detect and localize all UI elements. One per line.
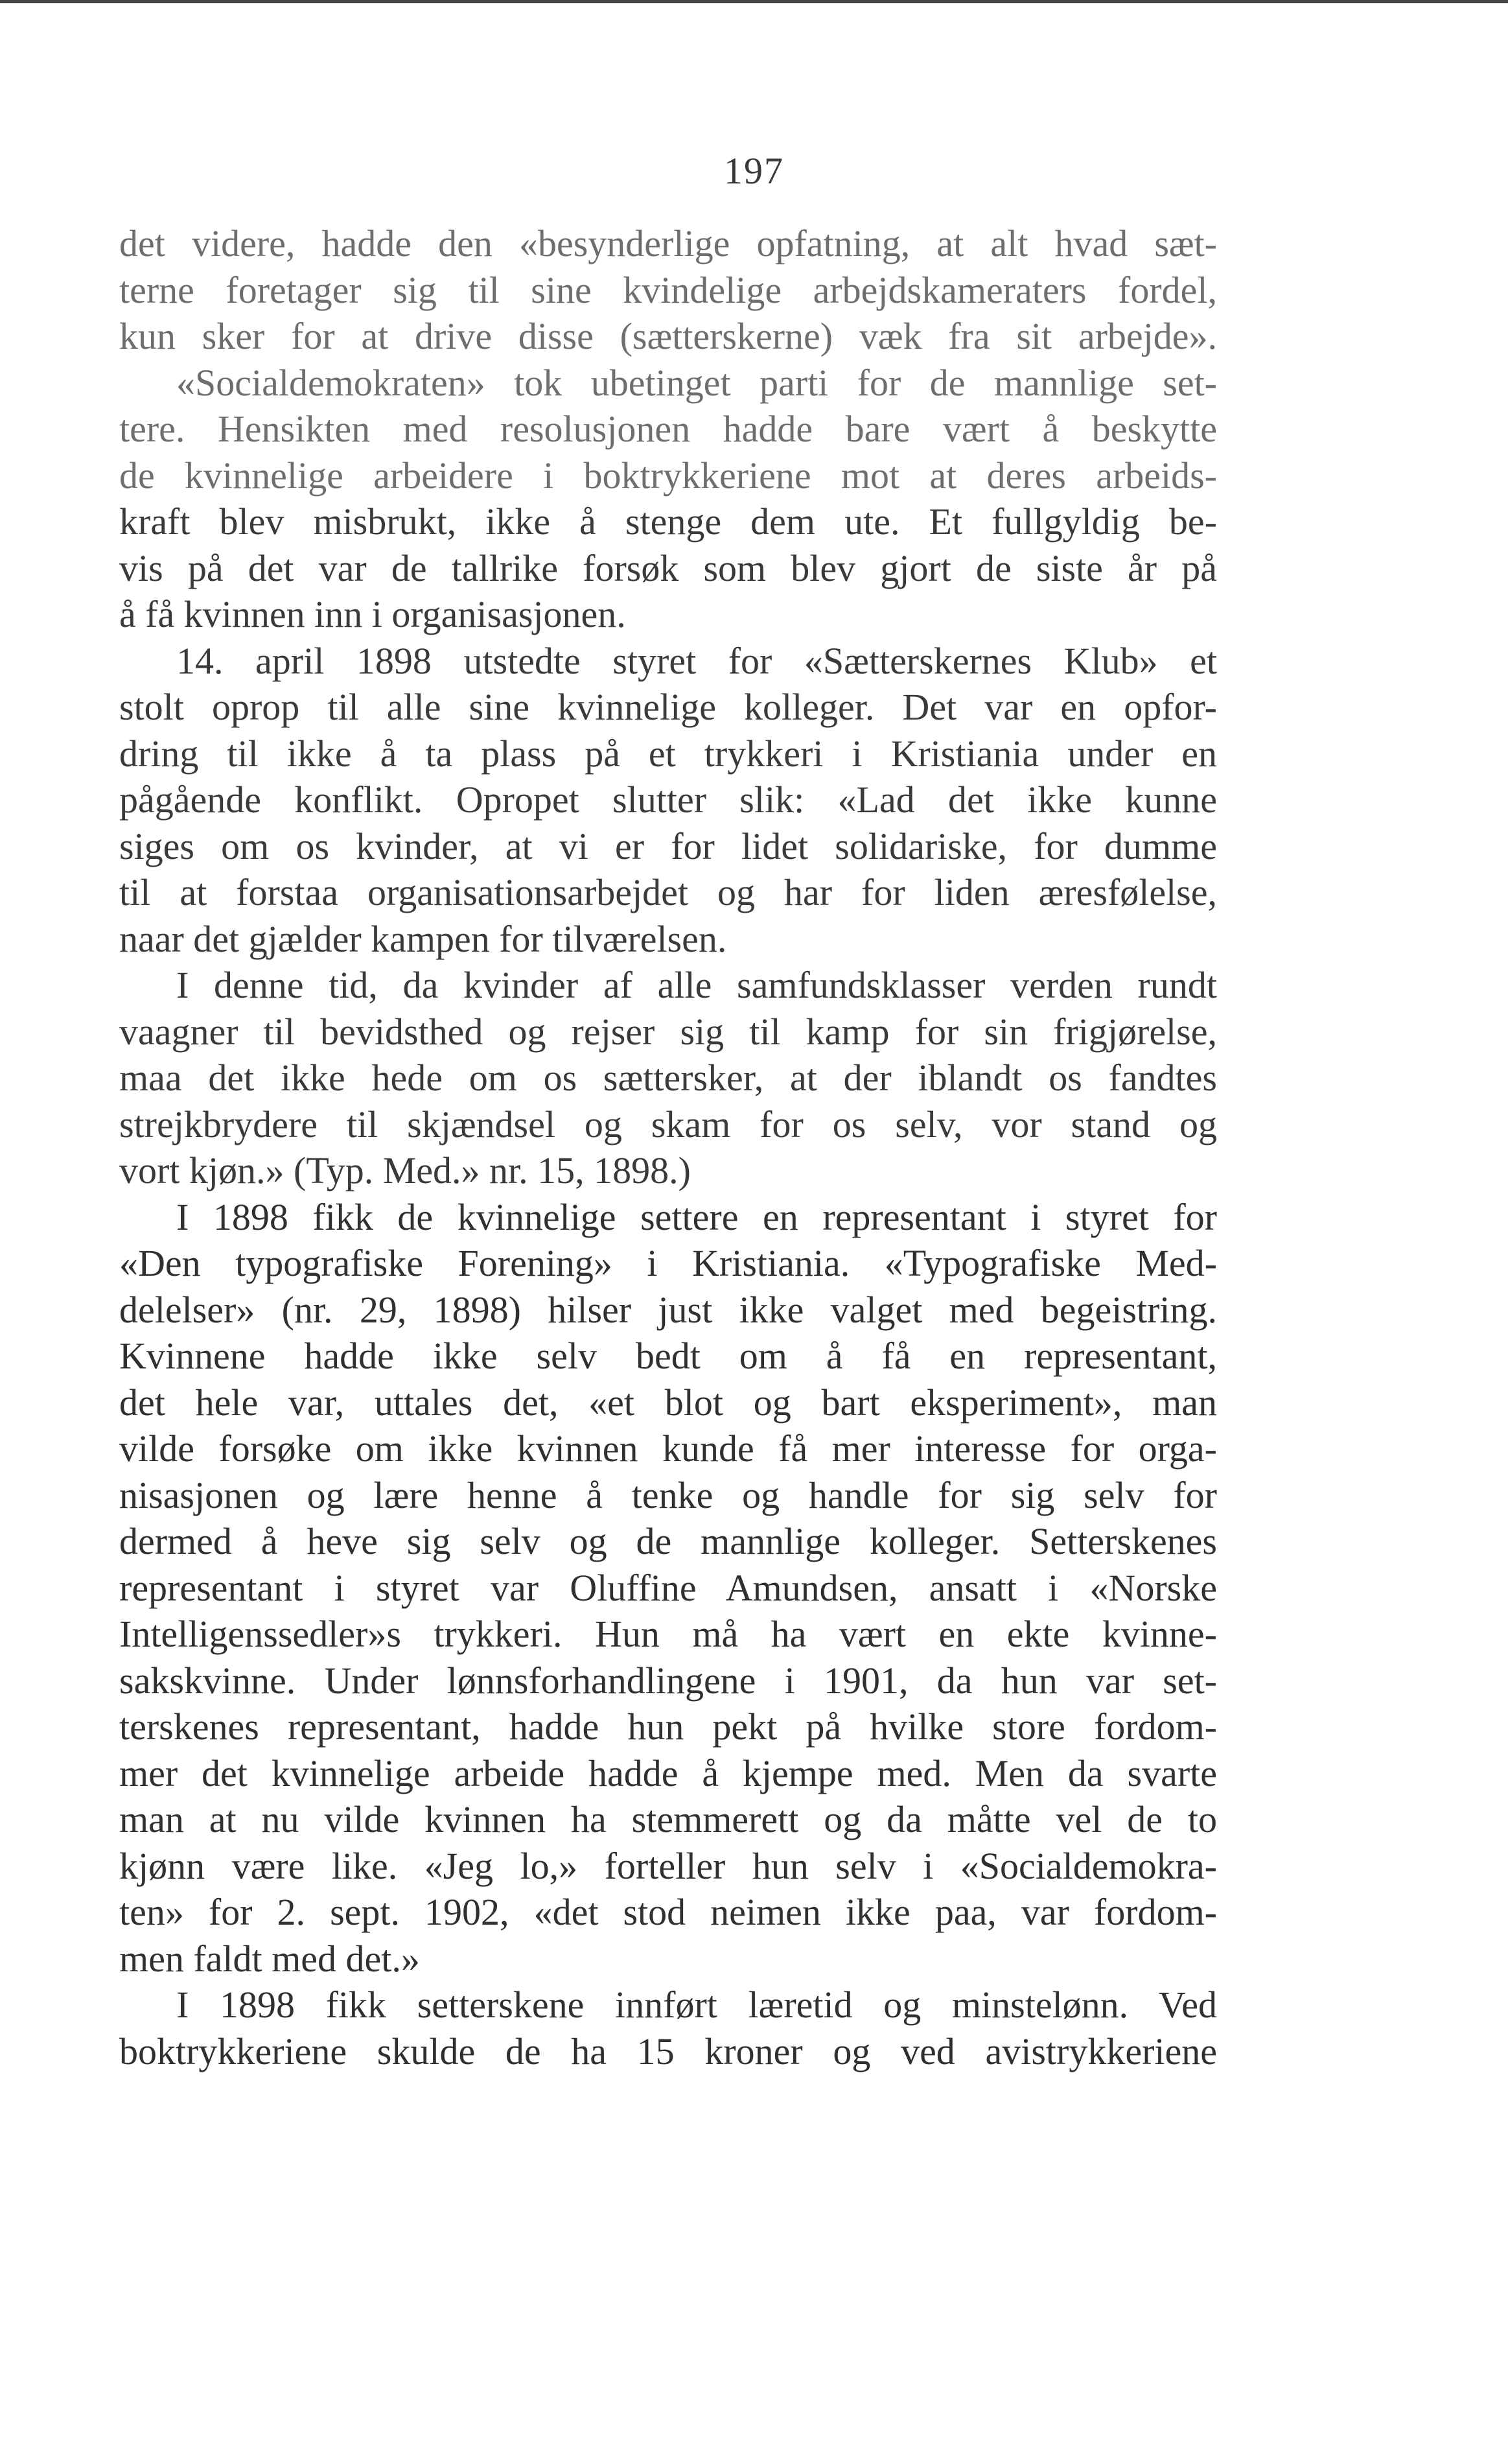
text-line: siges om os kvinder, at vi er for lidet solidariske, for dumme	[119, 825, 1217, 867]
text-line: tere. Hensikten med resolusjonen hadde bare vært å beskytte	[119, 408, 1217, 450]
text-line: kjønn være like. «Jeg lo,» forteller hun selv i «Socialdemokra-	[119, 1844, 1217, 1887]
text-line: representant i styret var Oluffine Amundsen, ansatt i «Norske	[119, 1566, 1217, 1609]
text-line: «Den typografiske Forening» i Kristiania. «Typografiske Med-	[119, 1242, 1217, 1284]
text-line: det videre, hadde den «besynderlige opfatning, at alt hvad sæt-	[119, 222, 1217, 264]
text-line: vaagner til bevidsthed og rejser sig til kamp for sin frigjørelse,	[119, 1010, 1217, 1053]
top-border-line	[0, 0, 1508, 3]
text-line: vort kjøn.» (Typ. Med.» nr. 15, 1898.)	[119, 1149, 691, 1191]
text-line: mer det kvinnelige arbeide hadde å kjempe med. Men da svarte	[119, 1752, 1217, 1794]
text-line: man at nu vilde kvinnen ha stemmerett og da måtte vel de to	[119, 1798, 1217, 1840]
text-line: dring til ikke å ta plass på et trykkeri i Kristiania under en	[119, 732, 1217, 775]
text-line: Kvinnene hadde ikke selv bedt om å få en representant,	[119, 1335, 1217, 1377]
text-line: de kvinnelige arbeidere i boktrykkeriene mot at deres arbeids-	[119, 454, 1217, 497]
text-line: I denne tid, da kvinder af alle samfundsklasser verden rundt	[176, 964, 1217, 1006]
text-line: maa det ikke hede om os sættersker, at der iblandt os fandtes	[119, 1057, 1217, 1099]
text-line: til at forstaa organisationsarbejdet og har for liden æresfølelse,	[119, 871, 1217, 913]
text-line: «Socialdemokraten» tok ubetinget parti for de mannlige set-	[176, 361, 1217, 404]
text-line: vis på det var de tallrike forsøk som blev gjort de siste år på	[119, 546, 1217, 589]
text-line: naar det gjælder kampen for tilværelsen.	[119, 917, 727, 960]
text-line: vilde forsøke om ikke kvinnen kunde få mer interesse for orga-	[119, 1427, 1217, 1470]
text-line: I 1898 fikk de kvinnelige settere en representant i styret for	[176, 1195, 1217, 1238]
text-line: nisasjonen og lære henne å tenke og handle for sig selv for	[119, 1473, 1217, 1516]
text-line: Intelligenssedler»s trykkeri. Hun må ha vært en ekte kvinne-	[119, 1613, 1217, 1655]
text-line: strejkbrydere til skjændsel og skam for os selv, vor stand og	[119, 1103, 1217, 1145]
text-line: I 1898 fikk setterskene innført læretid og minstelønn. Ved	[176, 1984, 1217, 2026]
text-line: dermed å heve sig selv og de mannlige kolleger. Setterskenes	[119, 1520, 1217, 1562]
text-line: kun sker for at drive disse (sætterskerne) væk fra sit arbejde».	[119, 315, 1217, 357]
text-line: pågående konflikt. Opropet slutter slik: «Lad det ikke kunne	[119, 779, 1217, 821]
text-line: det hele var, uttales det, «et blot og bart eksperiment», man	[119, 1381, 1217, 1424]
text-line: terskenes representant, hadde hun pekt på hvilke store fordom-	[119, 1706, 1217, 1748]
body-text	[119, 220, 1217, 2074]
text-line: men faldt med det.»	[119, 1937, 420, 1980]
text-line: terne foretager sig til sine kvindelige arbejdskameraters fordel,	[119, 268, 1217, 311]
text-line: ten» for 2. sept. 1902, «det stod neimen ikke paa, var fordom-	[119, 1891, 1217, 1933]
text-line: delelser» (nr. 29, 1898) hilser just ikke valget med begeistring.	[119, 1288, 1217, 1331]
page-number: 197	[724, 150, 784, 192]
text-line: sakskvinne. Under lønnsforhandlingene i 1901, da hun var set-	[119, 1659, 1217, 1702]
text-line: stolt oprop til alle sine kvinnelige kolleger. Det var en opfor-	[119, 686, 1217, 728]
text-line: boktrykkeriene skulde de ha 15 kroner og ved avistrykkeriene	[119, 2030, 1217, 2072]
text-line: 14. april 1898 utstedte styret for «Sætterskernes Klub» et	[176, 639, 1217, 682]
text-line: kraft blev misbrukt, ikke å stenge dem ute. Et fullgyldig be-	[119, 500, 1217, 543]
text-line: å få kvinnen inn i organisasjonen.	[119, 593, 626, 635]
